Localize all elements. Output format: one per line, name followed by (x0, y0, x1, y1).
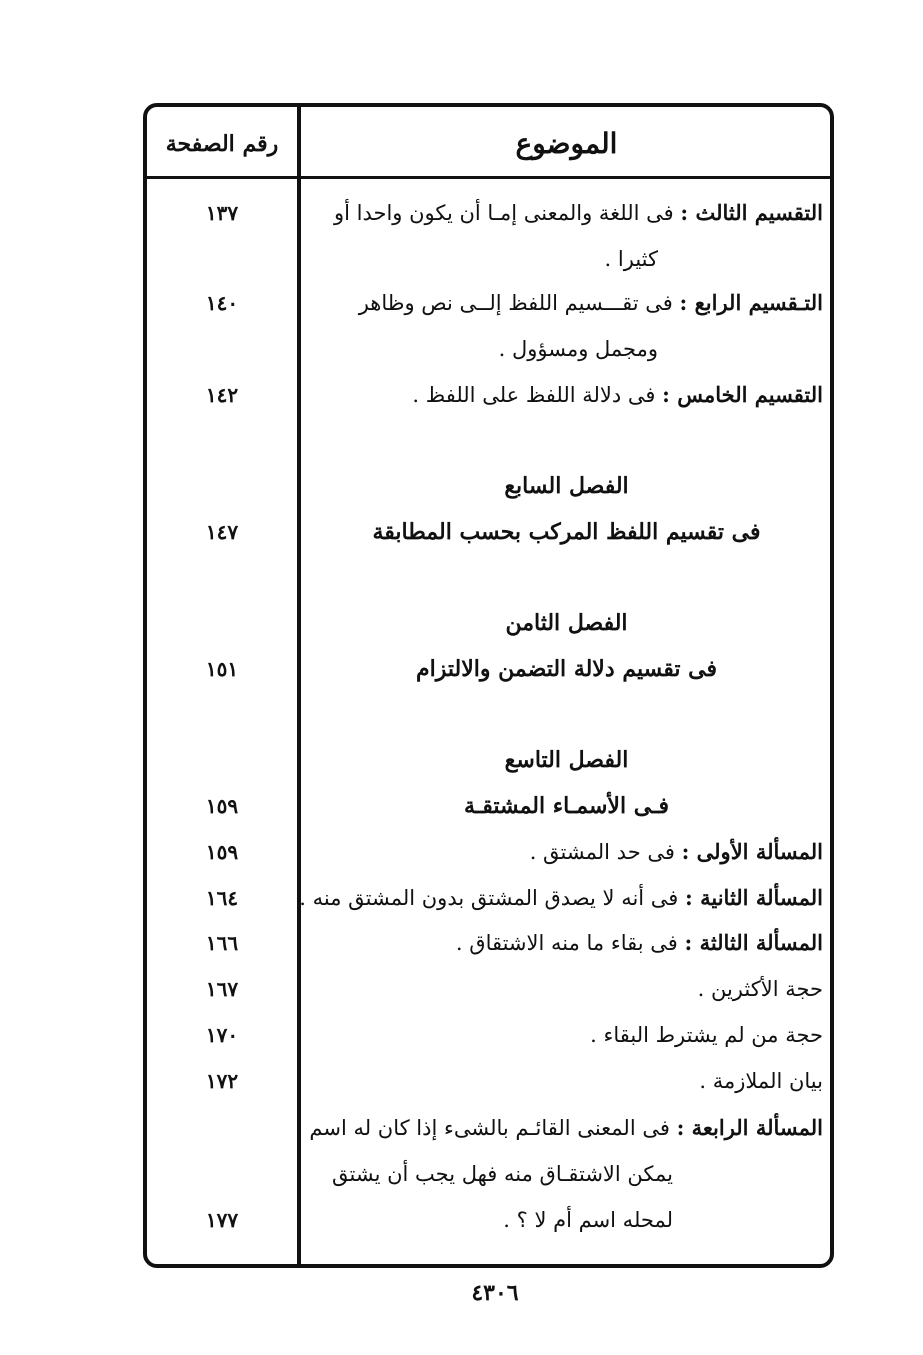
toc-entry (299, 875, 823, 921)
toc-entry (699, 1058, 823, 1104)
page-number: ١٧٢ (205, 1069, 239, 1093)
page-number: ١٦٤ (205, 886, 239, 910)
chapter-title: الفصل التاسع (504, 747, 629, 773)
entry-text: فى دلالة اللفظ على اللفظ . (412, 383, 656, 407)
entry-label: التقسيم الخامس : (662, 382, 823, 407)
entry-text: بيان الملازمة . (699, 1069, 823, 1093)
entry-text-continuation: يمكن الاشتقـاق منه فهل يجب أن يشتق (331, 1162, 673, 1186)
page-number: ١٦٦ (205, 931, 239, 955)
entry-text: فى أنه لا يصدق المشتق بدون المشتق منه . (299, 886, 679, 910)
page-number: ١٥١ (205, 657, 239, 681)
entry-text: فى اللغة والمعنى إمـا أن يكون واحدا أو (333, 201, 674, 225)
entry-text: فى حد المشتق . (529, 840, 675, 864)
page-number: ١٤٢ (205, 383, 239, 407)
header-topic: الموضوع (515, 127, 618, 160)
page-number: ١٧٠ (205, 1023, 239, 1047)
chapter-title: الفصل السابع (504, 473, 629, 499)
chapter-title: الفصل الثامن (505, 610, 628, 636)
entry-text: فى تقـــسيم اللفظ إلــى نص وظاهر (358, 291, 673, 315)
toc-entry (359, 280, 823, 326)
entry-text-continuation: لمحله اسم أم لا ؟ . (503, 1208, 673, 1232)
entry-text: حجة الأكثرين . (697, 977, 823, 1001)
page-number: ١٥٩ (205, 840, 239, 864)
toc-entry (309, 1105, 823, 1151)
chapter-subtitle: فى تقسيم دلالة التضمن والالتزام (416, 656, 717, 682)
toc-entry (334, 190, 823, 236)
entry-label: المسألة الأولى : (681, 839, 823, 864)
page-folio: ٤٣٠٦ (471, 1280, 519, 1306)
entry-text: فى المعنى القائـم بالشىء إذا كان له اسم (309, 1116, 670, 1140)
toc-entry (698, 966, 823, 1012)
page-number: ١٦٧ (205, 977, 239, 1001)
entry-label: المسألة الثانية : (685, 885, 823, 910)
toc-entry (412, 372, 823, 418)
toc-entry (590, 1012, 823, 1058)
header-page-number: رقم الصفحة (165, 131, 279, 157)
toc-entry (530, 829, 823, 875)
page-number: ١٥٩ (205, 794, 239, 818)
page-number: ١٧٧ (205, 1208, 239, 1232)
page-number: ١٤٠ (205, 291, 239, 315)
page-number: ١٤٧ (205, 520, 239, 544)
entry-label: المسألة الرابعة : (676, 1115, 823, 1140)
chapter-subtitle: فى تقسيم اللفظ المركب بحسب المطابقة (372, 519, 761, 545)
entry-text: حجة من لم يشترط البقاء . (590, 1023, 823, 1047)
chapter-subtitle: فـى الأسمـاء المشتقـة (463, 793, 670, 819)
header-divider (145, 176, 832, 179)
toc-entry (456, 920, 823, 966)
entry-label: المسألة الثالثة : (684, 930, 823, 955)
entry-text-continuation: ومجمل ومسؤول . (498, 337, 658, 361)
entry-label: التـقسيم الرابع : (679, 290, 823, 315)
page-number: ١٣٧ (205, 201, 239, 225)
entry-label: التقسيم الثالث : (680, 200, 823, 225)
entry-text-continuation: كثيرا . (604, 247, 658, 271)
entry-text: فى بقاء ما منه الاشتقاق . (455, 931, 678, 955)
